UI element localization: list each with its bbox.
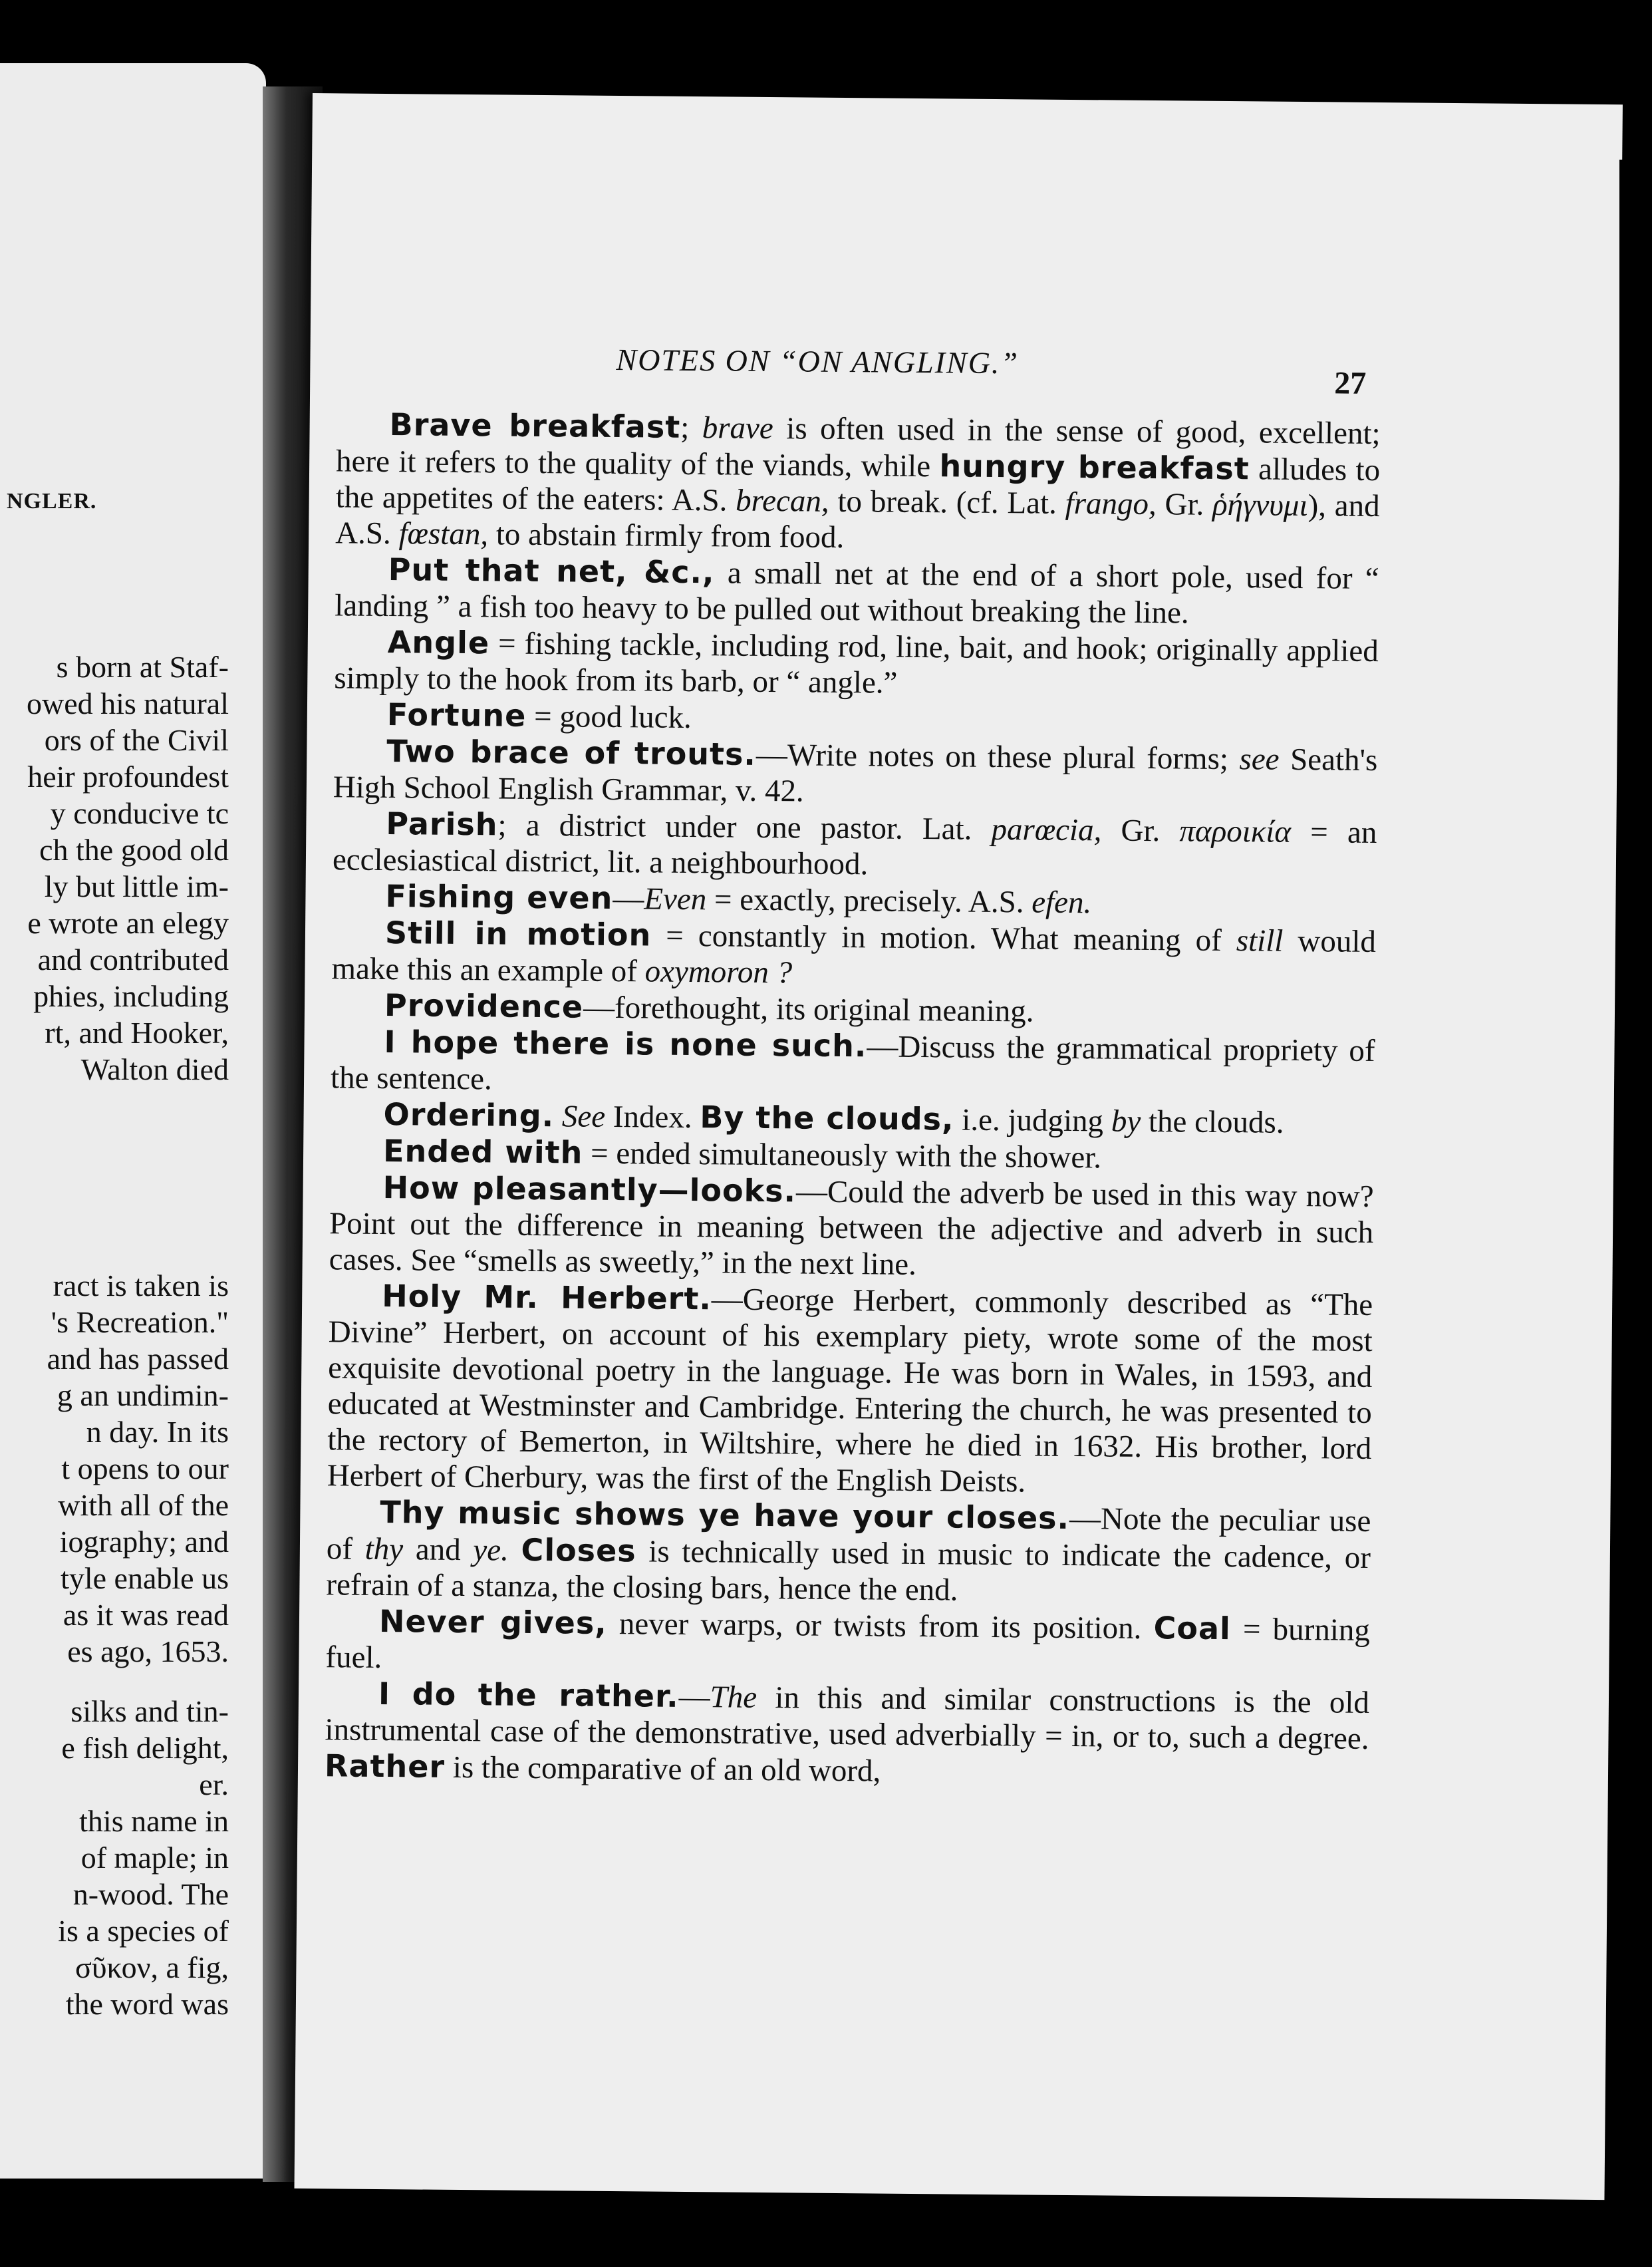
note-text: alludes to the appetites of the eaters: A.S. <box>335 452 1381 518</box>
note-headword: Brave breakfast <box>389 406 681 445</box>
note-paragraph <box>331 1023 1375 1105</box>
left-line: ors of the Civil <box>44 723 229 757</box>
note-paragraph <box>335 406 1381 560</box>
note-headword: Fishing even <box>385 878 613 916</box>
note-text: a small net at the end of a short pole, used for “ landing ” a fish too heavy to be pulled out without breaking the line. <box>335 555 1379 631</box>
left-line: tyle enable us <box>61 1561 229 1595</box>
note-text: i.e. judging <box>954 1102 1112 1139</box>
italic-term: efen. <box>1032 885 1092 921</box>
left-line: is a species of <box>58 1914 229 1948</box>
note-text: is often used in the sense of good, excellent; here it refers to the quality of the viands, while <box>335 411 1381 484</box>
left-line: iography; and <box>59 1525 229 1559</box>
left-line: rt, and Hooker, <box>45 1016 229 1050</box>
note-text: ), and A.S. <box>335 488 1380 551</box>
note-text: is the comparative of an old word, <box>444 1749 881 1789</box>
note-paragraph <box>333 805 1377 887</box>
note-headword: Thy music shows ye have your closes. <box>380 1493 1070 1537</box>
note-paragraph <box>327 1277 1373 1503</box>
note-headword: Put that net, &c., <box>388 551 715 591</box>
note-headword: Never gives, <box>378 1602 607 1641</box>
left-line: ract is taken is <box>53 1269 229 1302</box>
italic-term: by <box>1111 1104 1141 1139</box>
left-line: 's Recreation." <box>51 1305 229 1339</box>
italic-term: brecan, <box>735 483 829 519</box>
left-line: and has passed <box>47 1342 229 1376</box>
left-line: n-wood. The <box>72 1877 229 1911</box>
note-text: ; a district under one pastor. Lat. <box>497 808 992 847</box>
note-text: = good luck. <box>526 698 692 736</box>
left-line: of maple; in <box>80 1841 229 1875</box>
left-line: and contributed <box>37 943 229 977</box>
left-text-block-1 <box>27 649 229 1088</box>
note-text: = ended simultaneously with the shower. <box>583 1135 1102 1175</box>
note-headword: Parish <box>386 806 498 843</box>
right-page <box>295 93 1623 2200</box>
left-line: ch the good old <box>39 833 229 867</box>
left-line: n day. In its <box>86 1415 229 1449</box>
left-line: s born at Staf- <box>56 650 229 684</box>
note-text: is technically used in music to indicate the cadence, or refrain of a stanza, the closing bars, hence the end. <box>326 1534 1371 1608</box>
italic-term: The <box>710 1680 757 1715</box>
note-text <box>554 1099 562 1134</box>
left-line: e fish delight, <box>61 1731 229 1765</box>
italic-term: oxymoron ? <box>644 954 793 990</box>
note-text: = constantly in motion. What meaning of <box>650 918 1237 959</box>
note-paragraph <box>335 551 1379 633</box>
left-line: silks and tin- <box>70 1694 229 1728</box>
note-headword: Rather <box>324 1747 446 1785</box>
note-headword: Angle <box>387 624 490 661</box>
italic-term: παροικία <box>1179 814 1292 849</box>
left-text-block-2 <box>47 1267 229 1670</box>
note-text: = burning fuel. <box>325 1612 1371 1675</box>
note-text: —Could the adverb be used in this way now? Point out the difference in meaning between the adjective and adverb in such cases. See “smells as sweetly,” in the next line. <box>329 1174 1374 1282</box>
scan-edge <box>1619 160 1652 2189</box>
left-text-block-3 <box>58 1693 229 2022</box>
italic-term: ῥήγνυμι <box>1212 487 1308 524</box>
note-text: Seath's High School English Grammar, v. 42. <box>333 742 1378 809</box>
note-headword: Two brace of trouts. <box>386 733 757 772</box>
note-headword: I hope there is none such. <box>384 1023 867 1064</box>
note-paragraph <box>333 732 1378 814</box>
note-text: ; <box>680 410 702 446</box>
notes-body <box>325 406 1381 1793</box>
note-text: in this and similar constructions is the old instrumental case of the demonstrative, used adverbially = in, or to, such a degree. <box>325 1680 1370 1756</box>
note-headword: Ordering. <box>383 1096 555 1134</box>
left-line: t opens to our <box>61 1451 229 1485</box>
note-text: to break. (cf. Lat. <box>829 484 1065 521</box>
italic-term: Even <box>644 881 707 917</box>
note-text: would make this an example of <box>331 923 1377 989</box>
page-header: NOTES ON “ON ANGLING.” <box>616 343 1020 380</box>
left-line: Walton died <box>80 1052 229 1086</box>
note-headword: By the clouds, <box>700 1099 954 1137</box>
italic-term: still <box>1236 923 1284 959</box>
note-headword: I do the rather. <box>378 1675 679 1714</box>
note-text: Index. <box>605 1099 700 1135</box>
note-text <box>509 1533 521 1568</box>
note-text: —Note the peculiar use of <box>326 1501 1371 1567</box>
note-headword: Closes <box>521 1531 636 1569</box>
note-headword: How pleasantly—looks. <box>382 1169 797 1209</box>
left-line: with all of the <box>58 1488 229 1522</box>
left-line: owed his natural <box>26 686 229 720</box>
left-page <box>0 63 266 2179</box>
note-text: = exactly, precisely. A.S. <box>706 882 1032 920</box>
note-paragraph <box>329 1169 1373 1286</box>
note-paragraph <box>331 914 1376 996</box>
left-line: er. <box>199 1767 229 1801</box>
note-paragraph <box>334 623 1379 705</box>
italic-term: frango, <box>1065 486 1157 522</box>
italic-term: thy <box>364 1531 404 1567</box>
italic-term: ye. <box>473 1533 509 1568</box>
note-text: never warps, or twists from its position. <box>607 1606 1154 1646</box>
note-headword: Holy Mr. Herbert. <box>381 1277 712 1317</box>
note-text: the clouds. <box>1140 1104 1284 1140</box>
note-headword: Coal <box>1153 1610 1232 1647</box>
note-headword: Still in motion <box>384 915 652 953</box>
note-text: and <box>402 1532 474 1568</box>
italic-term: fœstan, <box>398 516 489 552</box>
note-text: —Write notes on these plural forms; <box>756 737 1240 777</box>
note-paragraph <box>325 1675 1369 1793</box>
note-text: — <box>613 881 644 917</box>
left-line: phies, including <box>33 979 229 1013</box>
note-headword: hungry breakfast <box>939 448 1250 487</box>
left-line: y conducive tc <box>50 796 229 830</box>
note-text: Gr. <box>1156 487 1213 522</box>
note-text: —Discuss the grammatical propriety of the sentence. <box>330 1029 1375 1097</box>
note-text: Gr. <box>1101 813 1180 849</box>
italic-term: See <box>561 1099 606 1134</box>
note-text: = fishing tackle, including rod, line, bait, and hook; originally applied simply to the hook from its barb, or “ angle.” <box>334 626 1379 700</box>
left-line: the word was <box>65 1987 229 2021</box>
note-headword: Providence <box>384 986 584 1025</box>
left-line: this name in <box>79 1804 229 1838</box>
note-headword: Ended with <box>382 1132 583 1171</box>
note-text: = an ecclesiastical district, lit. a neighbourhood. <box>332 814 1377 882</box>
note-text: — <box>678 1679 710 1715</box>
note-text: —George Herbert, commonly described as “The Divine” Herbert, on account of his exemplary piety, wrote some of the most exquisite devotional poetry in the language. He was born in Wales, in 1593, and educated at Westminster and Cambridge. Entering the church, he was presented to the rectory of Bemerton, in Wiltshire, where he died in 1632. His brother, lord Herbert of Cherbury, was the first of the English Deists. <box>327 1282 1373 1499</box>
page-number: 27 <box>1334 365 1367 401</box>
italic-term: see <box>1239 742 1280 777</box>
left-line: heir profoundest <box>27 760 229 794</box>
italic-term: brave <box>702 410 774 446</box>
italic-term: parœcia, <box>991 812 1102 848</box>
left-line: e wrote an elegy <box>27 906 229 940</box>
note-paragraph <box>326 1493 1371 1612</box>
left-line: g an undimin- <box>57 1378 229 1412</box>
note-paragraph <box>325 1602 1370 1684</box>
left-line: σῦκον, a fig, <box>74 1950 229 1984</box>
left-running-head: NGLER. <box>7 489 97 514</box>
note-text: —forethought, its original meaning. <box>583 990 1034 1029</box>
left-line: as it was read <box>63 1598 229 1632</box>
note-headword: Fortune <box>386 696 527 734</box>
left-line: ly but little im- <box>44 869 229 903</box>
left-line: es ago, 1653. <box>67 1634 229 1668</box>
note-text: to abstain firmly from food. <box>487 517 845 555</box>
